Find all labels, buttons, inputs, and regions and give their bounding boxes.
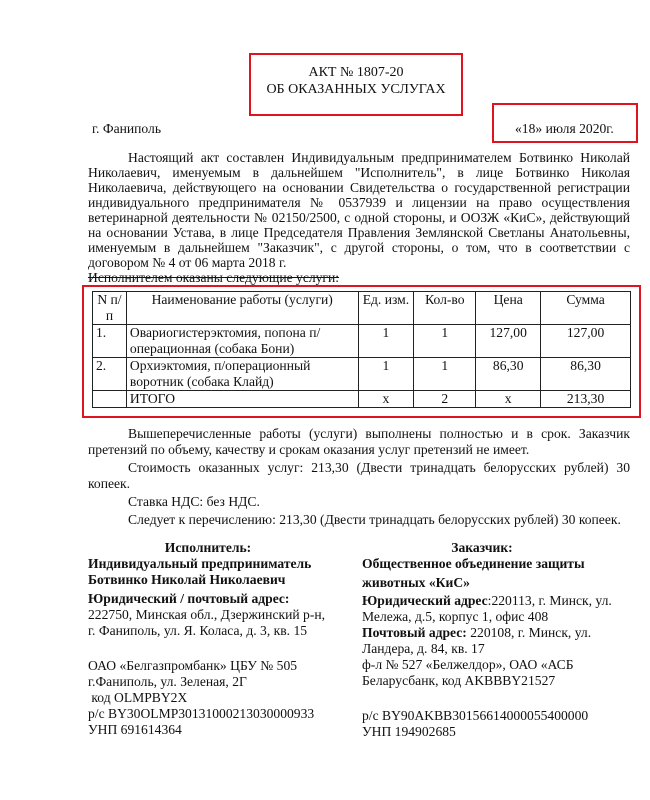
title-line-1: АКТ № 1807-20 — [308, 65, 404, 80]
executor-name: Индивидуальный предприниматель — [88, 556, 312, 571]
executor-address-label: Юридический / почтовый адрес: — [88, 591, 290, 606]
cost-paragraph: Стоимость оказанных услуг: 213,30 (Двести тринадцать белорусских рублей) 30 копеек. — [88, 460, 630, 491]
cell: 127,00 — [476, 325, 541, 358]
executor-bank: г.Фаниполь, ул. Зеленая, 2Г — [88, 674, 247, 689]
customer-post-address: Ландера, д. 84, кв. 17 — [362, 641, 485, 656]
cell: Орхиэктомия, п/операционный воротник (собака Клайд) — [126, 358, 358, 391]
cell: 86,30 — [476, 358, 541, 391]
cell: 213,30 — [541, 391, 631, 408]
table-row — [93, 325, 631, 358]
customer-unp: УНП 194902685 — [362, 724, 456, 739]
executor-bank: ОАО «Белгазпромбанк» ЦБУ № 505 — [88, 658, 298, 673]
completion-paragraph: Вышеперечисленные работы (услуги) выполнены полностью и в срок. Заказчик претензий по объему, качеству и срокам оказания услуг претензий не имеет. — [88, 426, 630, 457]
customer-bank: ф-л № 527 «Белжелдор», ОАО «АСБ — [362, 657, 574, 672]
cell: 86,30 — [541, 358, 631, 391]
customer-legal-address: Мележа, д.5, корпус 1, офис 408 — [362, 609, 549, 624]
customer-block — [362, 540, 636, 740]
header-cell: Наименование работы (услуги) — [126, 292, 358, 325]
cell: Овариогистерэктомия, попона п/операционная (собака Бони) — [126, 325, 358, 358]
executor-address: 222750, Минская обл., Дзержинский р-н, — [88, 607, 326, 622]
cell: х — [476, 391, 541, 408]
cell: 1 — [414, 325, 476, 358]
city: г. Фаниполь — [92, 121, 162, 136]
customer-heading: Заказчик: — [451, 540, 513, 555]
cell: 1. — [93, 325, 127, 358]
cell: 2. — [93, 358, 127, 391]
executor-unp: УНП 691614364 — [88, 722, 182, 737]
cell: 1 — [358, 358, 414, 391]
customer-name: животных «КиС» — [362, 575, 470, 590]
table-highlight-box — [82, 285, 641, 418]
header-cell: N п/п — [93, 292, 127, 325]
customer-account: р/с BY90AKBB30156614000055400000 — [362, 708, 589, 723]
header-cell: Ед. изм. — [358, 292, 414, 325]
services-heading: Исполнителем оказаны следующие услуги: — [88, 270, 340, 285]
document-body — [88, 150, 630, 740]
cell: 127,00 — [541, 325, 631, 358]
cell: 1 — [358, 325, 414, 358]
header-cell: Сумма — [541, 292, 631, 325]
vat-paragraph: Ставка НДС: без НДС. — [128, 494, 260, 509]
cell: 1 — [414, 358, 476, 391]
services-table — [92, 291, 631, 408]
customer-bank: Беларусбанк, код AKBBBY21527 — [362, 673, 556, 688]
executor-bank-code: код OLMPBY2X — [88, 690, 188, 705]
cell — [93, 391, 127, 408]
table-total-row — [93, 391, 631, 408]
signature-section — [88, 540, 630, 740]
customer-legal-label: Юридический адрес — [362, 593, 488, 608]
document-title — [249, 64, 463, 98]
table-row — [93, 358, 631, 391]
intro-paragraph: Настоящий акт составлен Индивидуальным предпринимателем Ботвинко Николай Николаевич, именуемым в дальнейшем "Исполнитель", в лице Ботвинко Николая Николаевича, действующего на основании Свидетельства о государственной регистрации индивидуального предпринимателя № 0537939 и лицензии на право осуществления ветеринарной деятельности № 02150/2500, с одной стороны, и ООЗЖ «КиС», действующий на основании Устава, в лице Председателя Правления Землянской Светланы Анатольевны, именуемым в дальнейшем "Заказчик", с другой стороны, о том, что в соответствии с договором № 4 от 06 марта 2018 г. — [88, 150, 630, 270]
executor-heading: Исполнитель: — [164, 540, 252, 555]
cell: 2 — [414, 391, 476, 408]
header-cell: Кол-во — [414, 292, 476, 325]
customer-name: Общественное объединение защиты — [362, 556, 585, 571]
executor-address: г. Фаниполь, ул. Я. Коласа, д. 3, кв. 15 — [88, 623, 308, 638]
table-header-row — [93, 292, 631, 325]
customer-post-label: Почтовый адрес: — [362, 625, 467, 640]
date: «18» июля 2020г. — [515, 121, 614, 136]
cell: х — [358, 391, 414, 408]
executor-block — [88, 540, 362, 740]
customer-post-address: 220108, г. Минск, ул. — [466, 625, 592, 640]
executor-name: Ботвинко Николай Николаевич — [88, 572, 286, 587]
payment-paragraph: Следует к перечислению: 213,30 (Двести тринадцать белорусских рублей) 30 копеек. — [128, 512, 621, 527]
customer-legal-address: :220113, г. Минск, ул. — [487, 593, 612, 608]
title-line-2: ОБ ОКАЗАННЫХ УСЛУГАХ — [266, 82, 446, 97]
executor-account: р/с BY30OLMP30131000213030000933 — [88, 706, 315, 721]
header-cell: Цена — [476, 292, 541, 325]
cell: ИТОГО — [126, 391, 358, 408]
